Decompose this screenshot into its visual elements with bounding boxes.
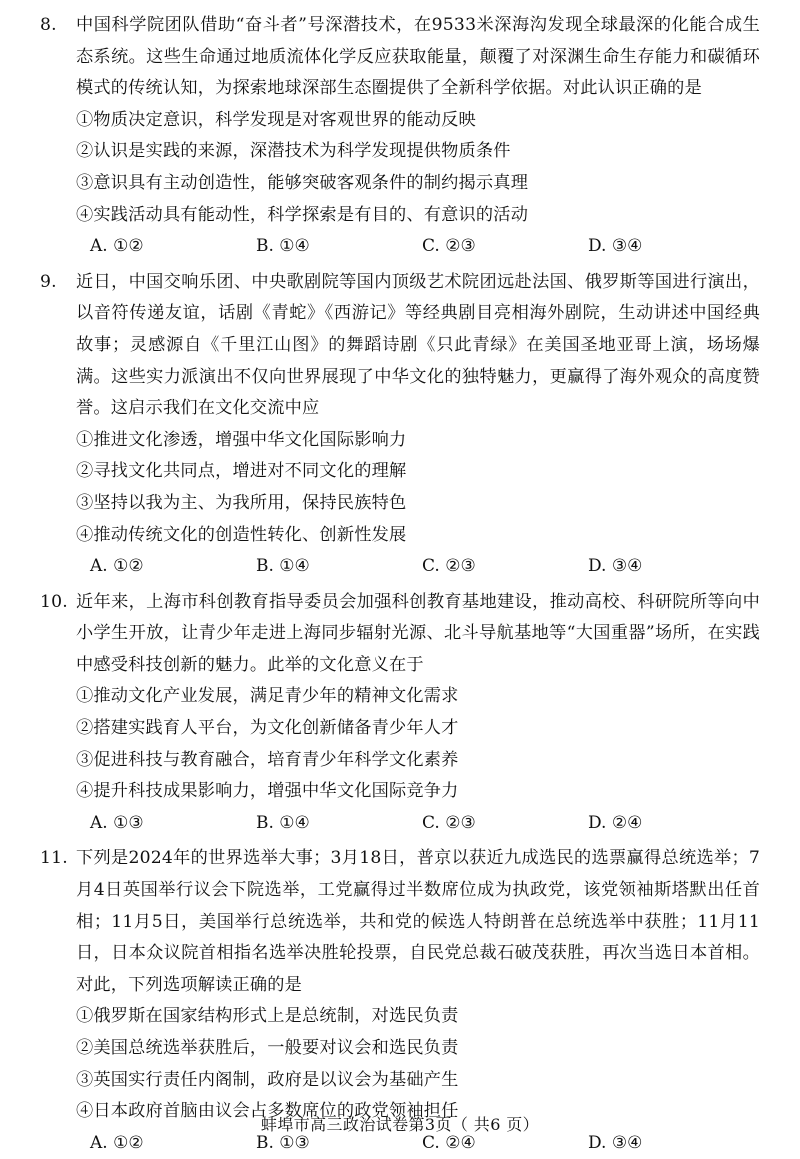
- answer-choice[interactable]: C. ②③: [422, 556, 476, 577]
- answer-choice[interactable]: D. ③④: [588, 556, 643, 577]
- question-stem-row: [40, 587, 760, 682]
- question-stem: 中国科学院团队借助“奋斗者”号深潜技术，在9533米深海沟发现全球最深的化能合成生态系统。这些生命通过地质流体化学反应获取能量，颠覆了对深渊生命生存能力和碳循环模式的传统认知，为探索地球深部生态圈提供了全新科学依据。对此认识正确的是: [76, 15, 760, 99]
- answer-choice[interactable]: A. ①②: [90, 236, 144, 257]
- question-statement: ④日本政府首脑由议会占多数席位的政党领袖担任: [76, 1101, 459, 1122]
- answer-choice[interactable]: A. ①②: [90, 556, 144, 577]
- answer-choices: [40, 231, 760, 263]
- answer-choice[interactable]: D. ②④: [588, 812, 643, 833]
- question-statement: ③英国实行责任内阁制，政府是以议会为基础产生: [76, 1069, 459, 1090]
- question-stem: 下列是2024年的世界选举大事；3月18日，普京以获近九成选民的选票赢得总统选举；7月4日英国举行议会下院选举，工党赢得过半数席位成为执政党，该党领袖斯塔默出任首相；11月5日，美国举行总统选举，共和党的候选人特朗普在总统选举中获胜；11月11日，日本众议院首相指名选举决胜轮投票，自民党总裁石破茂获胜，再次当选日本首相。对此，下列选项解读正确的是: [76, 848, 760, 995]
- question-statement: ④推动传统文化的创造性转化、创新性发展: [76, 524, 407, 545]
- question-stem: 近日，中国交响乐团、中央歌剧院等国内顶级艺术院团远赴法国、俄罗斯等国进行演出，以音符传递友谊，话剧《青蛇》《西游记》等经典剧目亮相海外剧院，生动讲述中国经典故事；灵感源自《千里江山图》的舞蹈诗剧《只此青绿》在美国圣地亚哥上演，场场爆满。这些实力派演出不仅向世界展现了中华文化的独特魅力，更赢得了海外观众的高度赞誉。这启示我们在文化交流中应: [76, 271, 760, 419]
- answer-choice[interactable]: C. ②③: [422, 812, 476, 833]
- question-statement: ②搭建实践育人平台，为文化创新储备青少年人才: [76, 718, 459, 739]
- question-statement: ②寻找文化共同点，增进对不同文化的理解: [76, 461, 407, 482]
- page-footer: 蚌埠市高三政治试卷第3页（ 共6 页）: [260, 1115, 540, 1134]
- question-statement: ③促进科技与教育融合，培育青少年科学文化素养: [76, 749, 459, 770]
- question-statement: ③意识具有主动创造性，能够突破客观条件的制约揭示真理: [76, 172, 529, 193]
- question-statement: ②美国总统选举获胜后，一般要对议会和选民负责: [76, 1038, 459, 1058]
- question-stem: 近年来，上海市科创教育指导委员会加强科创教育基地建设，推动高校、科研院所等向中小学生开放，让青少年走进上海同步辐射光源、北斗导航基地等“大国重器”场所，在实践中感受科技创新的魅力。此举的文化意义在于: [76, 591, 760, 675]
- question-number: 8.: [40, 15, 57, 35]
- question-number: 10.: [40, 591, 68, 612]
- answer-choice[interactable]: B. ①③: [256, 1132, 310, 1153]
- question-stem-row: [40, 267, 760, 425]
- question-statement: ①推动文化产业发展，满足青少年的精神文化需求: [76, 686, 459, 707]
- answer-choice[interactable]: C. ②③: [422, 236, 476, 257]
- question-statement: ①物质决定意识，科学发现是对客观世界的能动反映: [76, 109, 476, 130]
- question-number: 9.: [40, 271, 57, 292]
- question-stem-row: [40, 10, 760, 105]
- question-item: [40, 10, 760, 263]
- question-stem-row: [40, 843, 760, 1001]
- question-statement: ①俄罗斯在国家结构形式上是总统制，对选民负责: [76, 1006, 459, 1027]
- answer-choice[interactable]: B. ①④: [256, 556, 310, 577]
- question-item: [40, 267, 760, 583]
- answer-choice[interactable]: A. ①②: [90, 1132, 144, 1153]
- answer-choices: [40, 808, 760, 840]
- answer-choice[interactable]: A. ①③: [90, 812, 144, 833]
- question-statement: ①推进文化渗透，增强中华文化国际影响力: [76, 429, 407, 450]
- question-number: 11.: [40, 848, 68, 869]
- question-list: [40, 10, 760, 1159]
- question-statement: ④实践活动具有能动性，科学探索是有目的、有意识的活动: [76, 204, 529, 225]
- answer-choice[interactable]: D. ③④: [588, 236, 643, 257]
- answer-choice[interactable]: D. ③④: [588, 1132, 643, 1153]
- question-statement: ④提升科技成果影响力，增强中华文化国际竞争力: [76, 781, 459, 802]
- question-statement: ③坚持以我为主、为我所用，保持民族特色: [76, 492, 407, 513]
- question-statement: ②认识是实践的来源，深潜技术为科学发现提供物质条件: [76, 141, 511, 162]
- question-item: [40, 587, 760, 840]
- answer-choices: [40, 551, 760, 583]
- answer-choice[interactable]: B. ①④: [256, 236, 310, 257]
- answer-choice[interactable]: C. ②④: [422, 1132, 476, 1153]
- answer-choice[interactable]: B. ①④: [256, 812, 310, 833]
